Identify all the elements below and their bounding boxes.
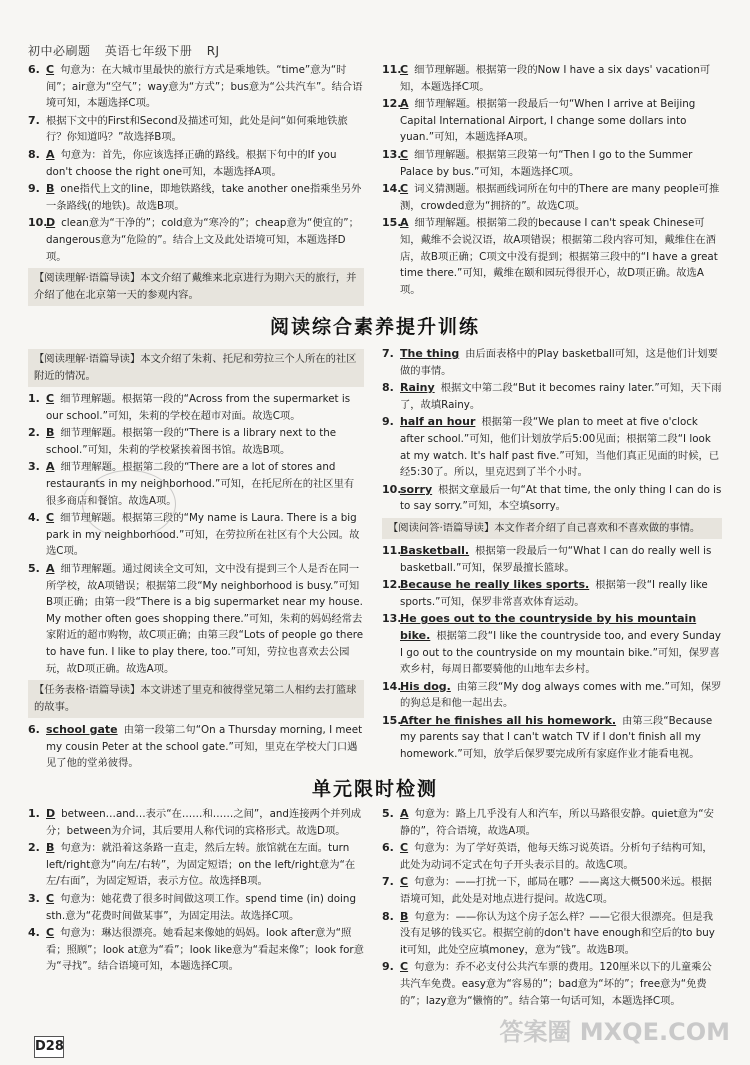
answer-key: C bbox=[400, 960, 409, 974]
question-number: 10. bbox=[382, 482, 402, 496]
answer-key: C bbox=[46, 392, 55, 405]
explanation-text: between…and…表示“在……和……之间”，and连接两个并列成分；between为介词，其后要用人称代词的宾格形式。故选D项。 bbox=[46, 808, 362, 837]
question-number: 9. bbox=[382, 960, 394, 974]
question-number: 6. bbox=[28, 723, 40, 737]
explanation-text: 细节理解题。根据第一段最后一句“When I arrive at Beijing Capital International Airport, I change some dollars into yuan.”可知，本题选择A项。 bbox=[400, 98, 696, 144]
answer-key: C bbox=[400, 841, 409, 855]
explanation-text: 由后面表格中的Play basketball可知，这是他们计划要做的事情。 bbox=[400, 348, 718, 377]
question-number: 3. bbox=[28, 460, 40, 474]
question-number: 8. bbox=[28, 147, 40, 161]
subject-title: 英语七年级下册 bbox=[104, 44, 193, 58]
watermark-logo: 答案圈 MXQE.COM bbox=[499, 1018, 730, 1046]
answer-item bbox=[382, 909, 722, 959]
answer-item bbox=[28, 62, 364, 112]
answer-item bbox=[28, 806, 364, 839]
answer-item bbox=[28, 215, 364, 265]
question-number: 7. bbox=[28, 113, 40, 127]
question-number: 1. bbox=[28, 392, 40, 405]
explanation-text: 根据第二段“I like the countryside too, and every Sunday I go out to the countryside on my mountain bike.”可知，保罗喜欢乡村，每周日都要骑他的山地车去乡村。 bbox=[400, 629, 722, 676]
question-number: 14. bbox=[382, 679, 402, 693]
answer-item bbox=[28, 925, 364, 975]
answer-item bbox=[28, 391, 364, 424]
test-right-column bbox=[382, 806, 722, 1010]
explanation-text: 词义猜测题。根据画线词所在句中的There are many people可推测，crowded意为“拥挤的”。故选C项。 bbox=[400, 183, 720, 212]
top-left-column bbox=[28, 62, 364, 310]
question-number: 2. bbox=[28, 841, 40, 855]
answer-key: C bbox=[46, 926, 55, 940]
passage-guide-box: 【任务表格·语篇导读】本文讲述了里克和彼得堂兄第二人相约去打篮球的故事。 bbox=[28, 680, 364, 718]
explanation-text: 句意为：路上几乎没有人和汽车，所以马路很安静。quiet意为“安静的”，符合语境，故选A项。 bbox=[400, 808, 714, 837]
answer-item bbox=[382, 215, 722, 298]
explanation-text: 句意为：就沿着这条路一直走，然后左转。旅馆就在左面。turn left/right意为“向左/右转”，为固定短语；on the left/right意为“在左/右面”，为固定短语，表示方位。故选择B项。 bbox=[46, 842, 356, 888]
explanation-text: 由第三段“My dog always comes with me.”可知，保罗的狗总是和他一起出去。 bbox=[400, 680, 722, 710]
edition-label: RJ bbox=[206, 44, 220, 58]
explanation-text: 由第一段第二句“On a Thursday morning, I meet my cousin Peter at the school gate.”可知，里克在学校大门口遇见了他的堂弟彼得。 bbox=[46, 724, 363, 770]
explanation-text: 细节理解题。根据第一段的“Across from the supermarket is our school.”可知，朱莉的学校在超市对面。故选C项。 bbox=[46, 393, 351, 422]
passage-guide-box: 【阅读问答·语篇导读】本文作者介绍了自己喜欢和不喜欢做的事情。 bbox=[382, 518, 722, 539]
explanation-text: 句意为：乔不必支付公共汽车票的费用。120厘米以下的儿童乘公共汽车免费。easy意为“容易的”；bad意为“坏的”；free意为“免费的”；lazy意为“懒惰的”。结合第一句话可知，本题选择C项。 bbox=[400, 961, 712, 1007]
question-number: 8. bbox=[382, 381, 394, 395]
answer-key: He goes out to the countryside by his mountain bike. bbox=[400, 612, 697, 642]
answer-item bbox=[382, 380, 722, 413]
answer-key: After he finishes all his homework. bbox=[400, 713, 617, 727]
explanation-text: 句意为：——你认为这个房子怎么样？——它很大很漂亮。但是我没有足够的钱买它。根据空前的don't have enough和空后的to buy it可知，此处空应填money，意为“钱”。故选B项。 bbox=[400, 910, 715, 956]
answer-key: Rainy bbox=[400, 381, 435, 395]
answer-item bbox=[28, 561, 364, 677]
answer-item bbox=[382, 959, 722, 1009]
reading-right-column bbox=[382, 346, 722, 764]
explanation-text: 细节理解题。根据第二段的“There are a lot of stores and restaurants in my neighborhood.”可知，在托尼所在的社区里有很多商店和餐馆。故选A项。 bbox=[46, 461, 355, 507]
answer-item bbox=[382, 806, 722, 839]
question-number: 5. bbox=[28, 561, 40, 575]
explanation-text: 句意为：琳达很漂亮。她看起来像她的妈妈。look after意为“照看；照顾”；look at意为“看”；look like意为“看起来像”；look for意为“寻找”。结合语境可知，本题选择C项。 bbox=[46, 927, 364, 973]
answer-key: D bbox=[46, 807, 56, 820]
explanation-text: 细节理解题。根据第三段的“My name is Laura. There is a big park in my neighborhood.”可知，在劳拉所在社区有个大公园。故选C项。 bbox=[46, 512, 360, 558]
answer-key: A bbox=[400, 97, 409, 111]
explanation-text: 根据文中第二段“But it becomes rainy later.”可知，天下雨了，故填Rainy。 bbox=[400, 382, 722, 411]
answer-item bbox=[382, 713, 722, 763]
answer-item bbox=[382, 96, 722, 146]
answer-item bbox=[382, 147, 722, 180]
explanation-text: 细节理解题。根据第二段的because I can't speak Chinese可知，戴维不会说汉语，故A项错误；根据第二段内容可知，戴维住在酒店，故B项正确；C项文中没有提到；根据第三段中的“I have a great time there.”可知，戴维在颐和园玩得很开心，故D项正确。故选A项。 bbox=[400, 217, 718, 296]
answer-key: B bbox=[46, 426, 55, 440]
passage-guide-box: 【阅读理解·语篇导读】本文介绍了戴维来北京进行为期六天的旅行，并介绍了他在北京第一天的参观内容。 bbox=[28, 268, 364, 306]
answer-item bbox=[382, 840, 722, 873]
answer-item bbox=[382, 611, 722, 677]
question-number: 2. bbox=[28, 426, 40, 440]
question-number: 7. bbox=[382, 875, 394, 889]
top-right-column bbox=[382, 62, 722, 299]
book-title: 初中必刷题 bbox=[28, 44, 91, 58]
answer-key: A bbox=[46, 147, 55, 161]
question-number: 9. bbox=[382, 415, 394, 429]
question-number: 4. bbox=[28, 511, 40, 525]
explanation-text: 根据第一段“We plan to meet at five o'clock after school.”可知，他们计划放学后5:00见面；根据第二段“I look at my watch. It's half past five.”可知，当他们真正见面的时候，已经5:30了。所以，里克迟到了半个小时。 bbox=[400, 416, 720, 479]
question-number: 12. bbox=[382, 578, 402, 592]
answer-key: B bbox=[400, 909, 409, 923]
answer-key: The thing bbox=[400, 347, 460, 360]
question-number: 9. bbox=[28, 182, 40, 196]
answer-key: C bbox=[400, 147, 409, 161]
answer-key: A bbox=[46, 460, 55, 474]
answer-item bbox=[28, 840, 364, 890]
answer-key: school gate bbox=[46, 723, 118, 737]
answer-key: C bbox=[46, 511, 55, 525]
explanation-text: 细节理解题。根据第一段的“There is a library next to the school.”可知，朱莉的学校紧挨着图书馆。故选B项。 bbox=[46, 427, 337, 456]
question-number: 7. bbox=[382, 347, 394, 360]
question-number: 15. bbox=[382, 216, 402, 230]
explanation-text: 由第三段“Because my parents say that I can't watch TV if I don't finish all my homework.”可知，放学后保罗要完成所有家庭作业才能看电视。 bbox=[400, 714, 713, 761]
answer-item bbox=[382, 679, 722, 712]
answer-key: Basketball. bbox=[400, 543, 470, 557]
question-number: 3. bbox=[28, 891, 40, 905]
explanation-text: 细节理解题。根据第一段的Now I have a six days' vacation可知，本题选择C项。 bbox=[400, 64, 711, 93]
running-header bbox=[28, 42, 230, 59]
question-number: 6. bbox=[28, 63, 40, 76]
answer-key: C bbox=[46, 891, 55, 905]
answer-key: half an hour bbox=[400, 415, 476, 429]
explanation-text: 句意为：她花费了很多时间做这项工作。spend time (in) doing sth.意为“花费时间做某事”，为固定用法。故选择C项。 bbox=[46, 892, 356, 922]
answer-key: A bbox=[400, 216, 409, 230]
question-number: 10. bbox=[28, 216, 48, 230]
answer-item bbox=[28, 459, 364, 509]
answer-key: C bbox=[400, 182, 409, 196]
question-number: 13. bbox=[382, 147, 402, 161]
answer-item bbox=[382, 482, 722, 515]
question-number: 14. bbox=[382, 182, 402, 196]
answer-key: C bbox=[46, 63, 55, 76]
answer-item bbox=[382, 181, 722, 214]
answer-key: A bbox=[400, 807, 409, 820]
answer-key: B bbox=[46, 841, 55, 855]
section-title-unit-test: 单元限时检测 bbox=[311, 778, 438, 800]
test-left-column bbox=[28, 806, 364, 976]
answer-item bbox=[382, 543, 722, 576]
page-number: D28 bbox=[34, 1036, 64, 1058]
section-title-reading: 阅读综合素养提升训练 bbox=[269, 316, 480, 338]
explanation-text: clean意为“干净的”；cold意为“寒冷的”；cheap意为“便宜的”；dangerous意为“危险的”。结合上文及此处语境可知，本题选择D项。 bbox=[46, 217, 359, 263]
question-number: 11. bbox=[382, 63, 402, 76]
question-number: 12. bbox=[382, 97, 402, 111]
explanation-text: 根据第一段“I really like sports.”可知，保罗非常喜欢体育运动。 bbox=[400, 579, 708, 608]
explanation-text: 细节理解题。通过阅读全文可知，文中没有提到三个人是否在同一所学校，故A项错误；根据第二段“My neighborhood is busy.”可知B项正确；由第一段“There is a big supermarket near my house. My mother often goes shopping there.”可知，朱莉的妈妈经常去家附近的超市购物，故C项正确；由第三段“Lots of people go there to have fun. I like to play there, too.”可知，劳拉也喜欢去公园玩，故D项正确。故选A项。 bbox=[46, 562, 364, 675]
question-number: 1. bbox=[28, 807, 40, 820]
answer-item bbox=[382, 62, 722, 95]
answer-item bbox=[382, 346, 722, 379]
answer-key: sorry bbox=[400, 482, 433, 496]
explanation-text: 句意为：——打扰一下，邮局在哪？——离这大概500米远。根据语境可知，此处是对地点进行提问。故选C项。 bbox=[400, 876, 712, 905]
explanation-text: 句意为：为了学好英语，他每天练习说英语。分析句子结构可知，此处为动词不定式在句子开头表示目的。故选C项。 bbox=[400, 842, 713, 871]
reading-left-column bbox=[28, 346, 364, 773]
answer-item bbox=[28, 722, 364, 772]
question-number: 11. bbox=[382, 543, 402, 557]
answer-key: D bbox=[46, 216, 56, 230]
explanation-text: 细节理解题。根据第三段第一句“Then I go to the Summer Palace by bus.”可知，本题选择C项。 bbox=[400, 148, 693, 178]
answer-item bbox=[382, 874, 722, 907]
question-number: 6. bbox=[382, 841, 394, 855]
question-number: 8. bbox=[382, 909, 394, 923]
answer-item bbox=[28, 181, 364, 214]
answer-key: C bbox=[400, 63, 409, 76]
answer-key: A bbox=[46, 561, 55, 575]
explanation-text: 句意为：首先，你应该选择正确的路线。根据下句中的If you don't choose the right one可知，本题选择A项。 bbox=[46, 148, 337, 178]
answer-item bbox=[382, 414, 722, 480]
question-number: 4. bbox=[28, 926, 40, 940]
question-number: 13. bbox=[382, 612, 402, 626]
explanation-text: 根据文章最后一句“At that time, the only thing I can do is to say sorry.”可知，本空填sorry。 bbox=[400, 483, 722, 513]
explanation-text: 根据第一段最后一句“What I can do really well is basketball.”可知，保罗最擅长篮球。 bbox=[400, 544, 712, 574]
stamp-mark bbox=[82, 470, 176, 538]
answer-item bbox=[28, 147, 364, 180]
answer-key: B bbox=[46, 182, 55, 196]
explanation-text: one指代上文的line，即地铁路线，take another one指乘坐另外一条路线(的地铁)。故选B项。 bbox=[46, 183, 362, 212]
explanation-text: 根据下文中的First和Second及描述可知，此处是问“如何乘地铁旅行？你知道吗？”故选择B项。 bbox=[46, 114, 348, 144]
answer-item bbox=[382, 577, 722, 610]
answer-item bbox=[28, 891, 364, 924]
answer-item bbox=[28, 510, 364, 560]
answer-key: His dog. bbox=[400, 679, 451, 693]
explanation-text: 句意为：在大城市里最快的旅行方式是乘地铁。“time”意为“时间”；air意为“空气”；way意为“方式”；bus意为“公共汽车”。结合语境可知，本题选择C项。 bbox=[46, 64, 363, 110]
answer-key: C bbox=[400, 875, 409, 889]
question-number: 15. bbox=[382, 713, 402, 727]
answer-item bbox=[28, 113, 364, 146]
answer-key: Because he really likes sports. bbox=[400, 578, 590, 592]
answer-item bbox=[28, 425, 364, 458]
passage-guide-box: 【阅读理解·语篇导读】本文介绍了朱莉、托尼和劳拉三个人所在的社区附近的情况。 bbox=[28, 349, 364, 387]
question-number: 5. bbox=[382, 807, 394, 820]
